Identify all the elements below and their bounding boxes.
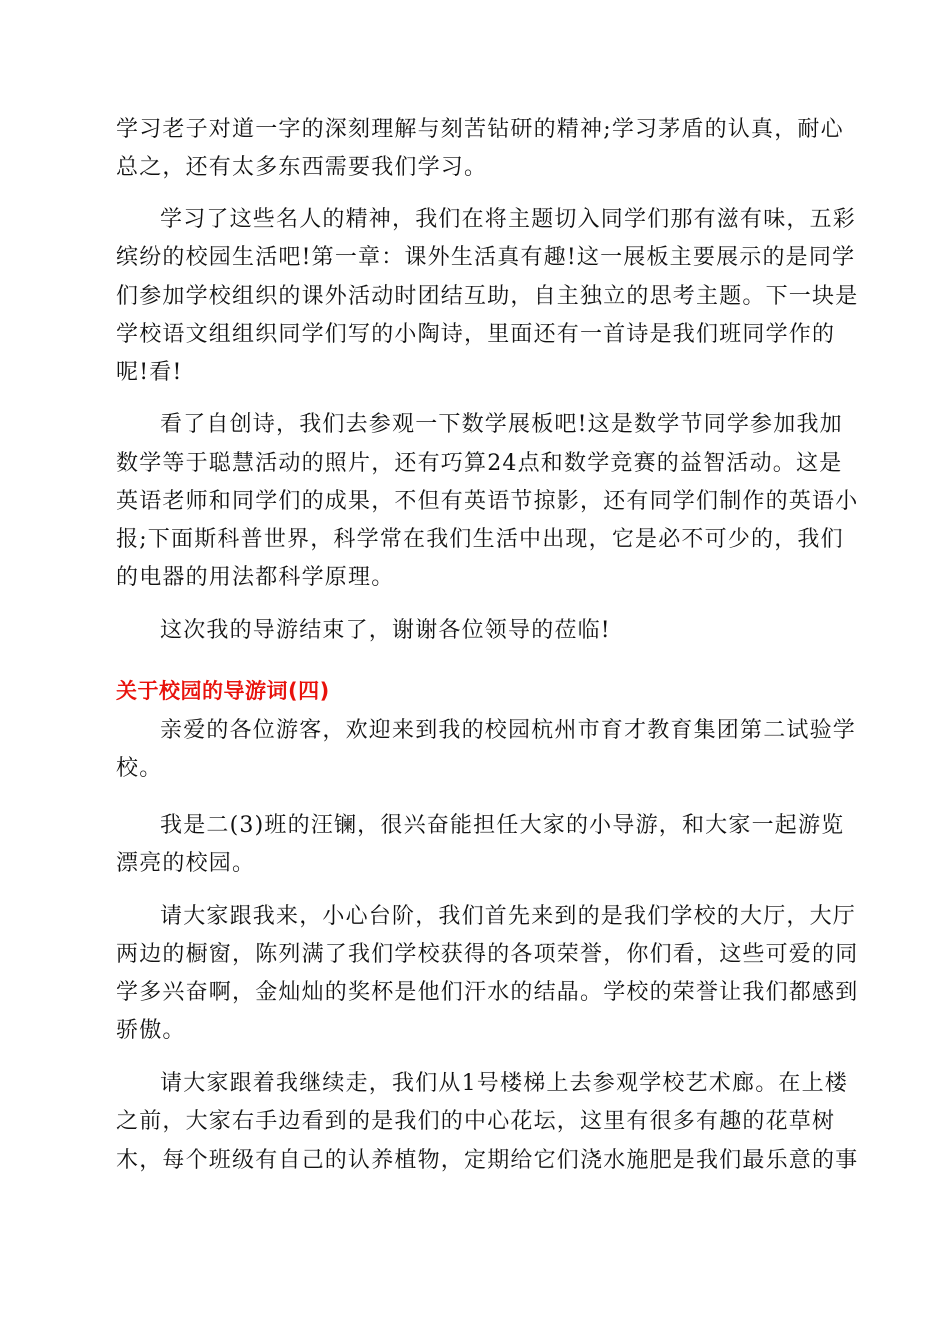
text-line: 学校语文组组织同学们写的小陶诗，里面还有一首诗是我们班同学作的 (116, 322, 836, 347)
text-line: 缤纷的校园生活吧!第一章：课外生活真有趣!这一展板主要展示的是同学 (116, 245, 856, 270)
text-line: 报;下面斯科普世界，科学常在我们生活中出现，它是必不可少的，我们 (116, 527, 844, 552)
text-line: 漂亮的校园。 (116, 851, 256, 876)
text-line: 总之，还有太多东西需要我们学习。 (116, 155, 488, 180)
text-line: 请大家跟我来，小心台阶，我们首先来到的是我们学校的大厅，大厅 (160, 904, 857, 929)
text-line: 数学等于聪慧活动的照片，还有巧算24点和数学竞赛的益智活动。这是 (116, 451, 843, 476)
section-heading: 关于校园的导游词(四) (116, 679, 330, 703)
text-line: 看了自创诗，我们去参观一下数学展板吧!这是数学节同学参加我加 (160, 412, 843, 437)
text-line: 呢!看! (116, 360, 183, 385)
text-line: 木，每个班级有自己的认养植物，定期给它们浇水施肥是我们最乐意的事 (116, 1148, 859, 1173)
text-line: 亲爱的各位游客，欢迎来到我的校园杭州市育才教育集团第二试验学 (160, 718, 857, 743)
text-line: 骄傲。 (116, 1018, 186, 1043)
text-line: 学习老子对道一字的深刻理解与刻苦钻研的精神;学习茅盾的认真，耐心 (116, 117, 844, 142)
text-line: 我是二(3)班的汪镧，很兴奋能担任大家的小导游，和大家一起游览 (160, 813, 845, 838)
text-line: 两边的橱窗，陈列满了我们学校获得的各项荣誉，你们看，这些可爱的同 (116, 942, 859, 967)
text-line: 这次我的导游结束了，谢谢各位领导的莅临! (160, 618, 611, 643)
text-line: 的电器的用法都科学原理。 (116, 565, 395, 590)
text-line: 请大家跟着我继续走，我们从1号楼梯上去参观学校艺术廊。在上楼 (160, 1071, 848, 1096)
text-line: 学习了这些名人的精神，我们在将主题切入同学们那有滋有味，五彩 (160, 207, 857, 232)
text-line: 学多兴奋啊，金灿灿的奖杯是他们汗水的结晶。学校的荣誉让我们都感到 (116, 980, 859, 1005)
text-line: 们参加学校组织的课外活动时团结互助，自主独立的思考主题。下一块是 (116, 284, 859, 309)
text-line: 校。 (116, 756, 163, 781)
text-line: 英语老师和同学们的成果，不但有英语节掠影，还有同学们制作的英语小 (116, 489, 859, 514)
text-line: 之前，大家右手边看到的是我们的中心花坛，这里有很多有趣的花草树 (116, 1109, 836, 1134)
